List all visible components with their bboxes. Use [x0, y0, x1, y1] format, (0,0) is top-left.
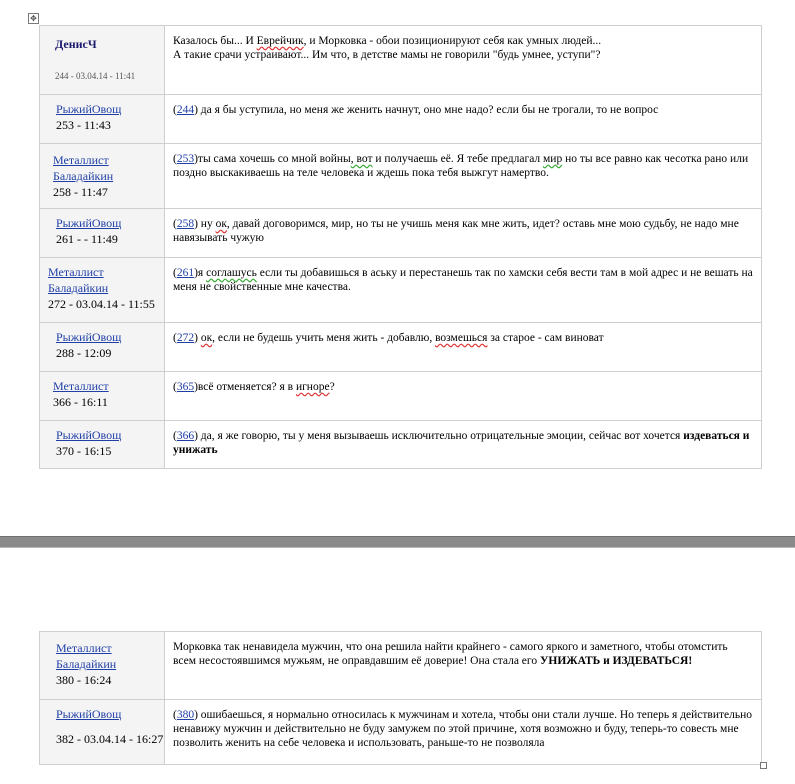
author-name-link[interactable]: Металлист Баладайкин	[53, 153, 114, 183]
post-meta: 380 - 16:24	[56, 673, 112, 687]
message-text: ) да я бы уступила, но меня же женить начнут, оно мне надо? если бы не трогали, то не вопрос	[194, 104, 659, 116]
author-name-link[interactable]: РыжийОвощ	[56, 330, 122, 344]
message-text: )всё отменяется? я в	[194, 381, 296, 393]
spellcheck-marked-word: ок	[215, 218, 227, 230]
message-text: ) ошибаешься, я нормально относилась к мужчинам и хотела, чтобы они стали лучше. Но теперь я действительно ненавижу мужчин и действительно не буду замужем по этой причине, хотя возможно и буду, теперь-то совесть мне позволить женить на себе человека и использовать, раньше-то не позволяла	[173, 709, 753, 749]
reply-reference-link[interactable]: 253	[176, 153, 195, 165]
author-name-link[interactable]: РыжийОвощ	[56, 707, 122, 721]
author-name-link[interactable]: РыжийОвощ	[56, 102, 122, 116]
message-text: )я	[194, 267, 207, 279]
post-meta: 253 - 11:43	[56, 118, 111, 132]
post-meta: 272 - 03.04.14 - 11:55	[48, 297, 155, 311]
message-text: , если не будешь учить меня жить - добавлю,	[212, 332, 436, 344]
reply-reference-link[interactable]: 272	[176, 332, 195, 344]
post-row	[40, 700, 762, 765]
post-row	[40, 95, 762, 144]
message-text: Морковка так ненавидела мужчин, что она решила найти крайнего - самого яркого и заметного, чтобы отомстить всем несостоявшимся мужьям, не оправдавшим её доверие! Она стала его	[173, 641, 728, 667]
message-text: А такие срачи устраивают... Им что, в детстве мамы не говорили "будь умнее, уступи"?	[173, 49, 601, 61]
author-name-link[interactable]: РыжийОвощ	[56, 428, 122, 442]
post-meta: 261 - - 11:49	[56, 232, 118, 246]
post-body-cell	[165, 700, 762, 765]
reply-reference-link[interactable]: 244	[176, 104, 195, 116]
message-text: (	[173, 267, 177, 279]
post-meta: 258 - 11:47	[53, 185, 108, 199]
message-text: (	[173, 709, 177, 721]
message-text: (	[173, 153, 177, 165]
post-body-cell	[165, 632, 762, 700]
post-author-cell	[40, 323, 165, 372]
post-author-cell	[40, 26, 165, 95]
post-message	[165, 700, 761, 756]
post-meta: 366 - 16:11	[53, 395, 108, 409]
message-text: если ты добавишься в аську и перестанешь так по хамски себя вести там в мой адрес и не вешать на меня не свойственные мне качества.	[173, 267, 753, 293]
spellcheck-marked-word: , вот	[350, 153, 373, 165]
reply-reference-link[interactable]: 380	[176, 709, 195, 721]
page-break	[0, 536, 795, 548]
reply-reference-link[interactable]: 258	[176, 218, 195, 230]
reply-reference-link[interactable]: 261	[176, 267, 195, 279]
post-body-cell	[165, 258, 762, 323]
spellcheck-marked-word: ок	[200, 332, 213, 344]
post-row	[40, 632, 762, 700]
post-meta: 370 - 16:15	[56, 444, 112, 458]
spellcheck-marked-word: Еврейчик	[256, 35, 304, 47]
post-row	[40, 26, 762, 95]
bold-text: издеваться и унижать	[173, 430, 750, 456]
post-author-cell	[40, 700, 165, 765]
post-author-cell	[40, 95, 165, 144]
post-message	[165, 632, 761, 674]
post-message	[165, 209, 761, 251]
post-author-cell	[40, 372, 165, 421]
post-row	[40, 421, 762, 469]
message-text: за старое - сам виноват	[487, 332, 604, 344]
message-text: (	[173, 218, 177, 230]
message-text: (	[173, 332, 177, 344]
message-text: ) ну	[194, 218, 216, 230]
spellcheck-marked-word: мир	[543, 153, 563, 165]
bold-text: УНИЖАТЬ и ИЗДЕВАТЬСЯ!	[539, 655, 693, 667]
post-row	[40, 323, 762, 372]
post-body-cell	[165, 95, 762, 144]
post-message	[165, 95, 761, 123]
post-author-cell	[40, 421, 165, 469]
message-text: ) да, я же говорю, ты у меня вызываешь исключительно отрицательные эмоции, сейчас вот хочется	[194, 430, 684, 442]
message-text: )	[194, 332, 201, 344]
reply-reference-link[interactable]: 365	[176, 381, 195, 393]
post-body-cell	[165, 372, 762, 421]
post-author-cell	[40, 209, 165, 258]
message-text: но ты все равно как чесотка рано или поздно выскакиваешь на теле человека и ждешь пока тебя выжгут намертво.	[173, 153, 749, 179]
message-text: Казалось бы... И	[173, 35, 257, 47]
author-name-link[interactable]: Металлист Баладайкин	[56, 641, 117, 671]
message-text: ?	[329, 381, 335, 393]
message-text: , давай договоримся, мир, но ты не учишь меня как мне жить, идет? оставь мне мою судьбу, не надо мне навязывать чужую	[173, 218, 739, 244]
message-text: (	[173, 104, 177, 116]
post-body-cell	[165, 26, 762, 95]
post-message	[165, 144, 761, 186]
forum-posts-table-top	[39, 25, 762, 469]
message-text: (	[173, 430, 177, 442]
author-name-link: ДенисЧ	[55, 37, 97, 51]
author-name-link[interactable]: Металлист	[53, 379, 109, 393]
author-name-link[interactable]: РыжийОвощ	[56, 216, 122, 230]
post-row	[40, 209, 762, 258]
table-resize-handle-icon[interactable]	[760, 762, 767, 769]
post-author-cell	[40, 258, 165, 323]
table-move-handle-icon[interactable]: ✥	[28, 13, 39, 24]
post-body-cell	[165, 421, 762, 469]
post-meta: 244 - 03.04.14 - 11:41	[55, 71, 136, 81]
spellcheck-marked-word: возмешься	[435, 332, 488, 344]
post-message	[165, 421, 761, 463]
post-message	[165, 323, 761, 351]
message-text: и получаешь её. Я тебе предлагал	[372, 153, 544, 165]
message-text: (	[173, 381, 177, 393]
spellcheck-marked-word: соглашусь	[206, 267, 257, 279]
post-body-cell	[165, 209, 762, 258]
spellcheck-marked-word: игноре	[295, 381, 330, 393]
post-body-cell	[165, 144, 762, 209]
post-author-cell	[40, 632, 165, 700]
post-row	[40, 258, 762, 323]
post-message	[165, 372, 761, 400]
message-text: )ты сама хочешь со мной войны	[194, 153, 351, 165]
post-message	[165, 26, 761, 68]
forum-posts-table-bottom	[39, 631, 762, 765]
post-author-cell	[40, 144, 165, 209]
post-body-cell	[165, 323, 762, 372]
reply-reference-link[interactable]: 366	[176, 430, 195, 442]
author-name-link[interactable]: Металлист Баладайкин	[48, 265, 109, 295]
post-row	[40, 144, 762, 209]
post-message	[165, 258, 761, 300]
post-row	[40, 372, 762, 421]
message-text: , и Морковка - обои позиционируют себя как умных людей...	[303, 35, 602, 47]
post-meta: 382 - 03.04.14 - 16:27	[56, 732, 164, 746]
post-meta: 288 - 12:09	[56, 346, 112, 360]
